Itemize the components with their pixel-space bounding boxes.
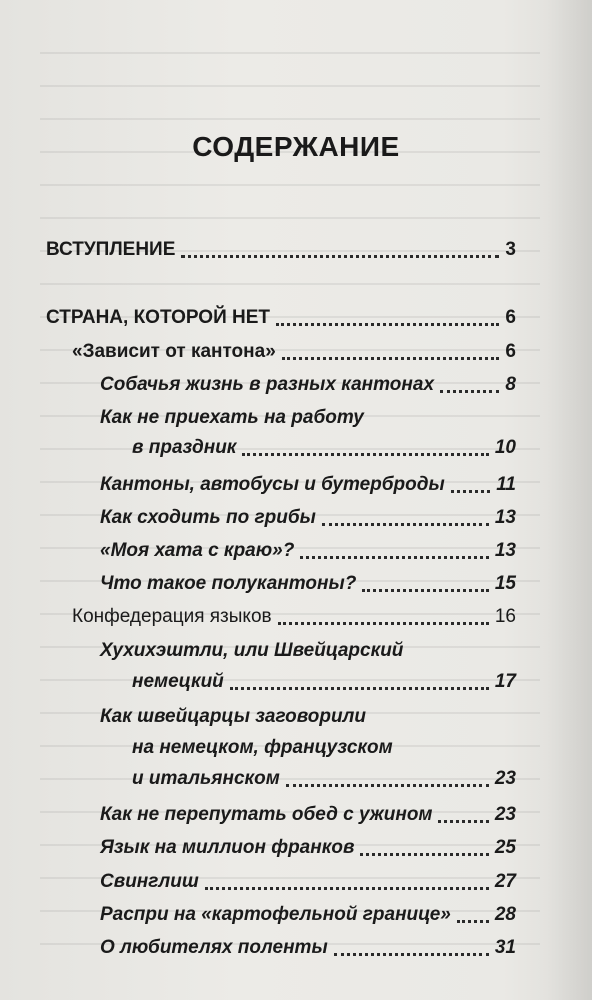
toc-entry-subsection — [132, 671, 516, 695]
toc-page-number: 15 — [494, 573, 516, 594]
toc-entry-title: Как сходить по грибы — [100, 507, 316, 528]
toc-page-number: 25 — [494, 837, 516, 858]
leader-dots — [451, 490, 491, 493]
leader-dots — [457, 920, 489, 923]
toc-entry-title: ВСТУПЛЕНИЕ — [46, 239, 176, 260]
toc-entry-title: Свинглиш — [100, 871, 199, 892]
toc-entry-title: Язык на миллион франков — [100, 837, 355, 858]
toc-page-number: 6 — [505, 341, 516, 362]
toc-page-number: 28 — [494, 904, 516, 925]
leader-dots — [276, 323, 499, 326]
leader-dots — [438, 820, 488, 823]
toc-entry-chapter — [46, 307, 516, 331]
toc-entry-title-line: на немецком, французском — [132, 737, 393, 758]
toc-entry-section — [72, 341, 516, 365]
toc-entry-title: Кантоны, автобусы и бутерброды — [100, 474, 445, 495]
leader-dots — [282, 357, 500, 360]
leader-dots — [360, 853, 488, 856]
toc-entry-title-line: Как не приехать на работу — [100, 407, 364, 428]
leader-dots — [440, 390, 499, 393]
toc-page-number: 13 — [494, 507, 516, 528]
toc-page-number: 8 — [505, 374, 516, 395]
toc-entry-subsection — [100, 937, 516, 961]
toc-page-number: 16 — [494, 606, 516, 627]
toc-page-number: 27 — [494, 871, 516, 892]
bleed-through-text — [40, 30, 540, 970]
toc-entry-title: СТРАНА, КОТОРОЙ НЕТ — [46, 307, 271, 328]
leader-dots — [334, 953, 489, 956]
toc-page-number: 3 — [505, 239, 516, 260]
toc-entry-title: Собачья жизнь в разных кантонах — [100, 374, 435, 395]
leader-dots — [286, 784, 489, 787]
toc-page-number: 17 — [494, 671, 516, 692]
toc-entry-subsection — [132, 437, 516, 461]
toc-page-number: 6 — [505, 307, 516, 328]
toc-entry-title: немецкий — [132, 671, 224, 692]
toc-entry-title: Распри на «картофельной границе» — [100, 904, 451, 925]
toc-entry-title: О любителях поленты — [100, 937, 328, 958]
toc-entry-subsection — [100, 474, 516, 498]
toc-entry-subsection — [100, 507, 516, 531]
toc-entry-subsection — [100, 871, 516, 895]
toc-entry-subsection — [100, 837, 516, 861]
toc-page-number: 11 — [496, 474, 516, 495]
toc-entry-title: в праздник — [132, 437, 237, 458]
toc-entry-section — [72, 606, 516, 630]
toc-entry-title: «Зависит от кантона» — [72, 341, 276, 362]
toc-entry-title-line: Хухихэштли, или Швейцарский — [100, 640, 404, 661]
toc-entry-subsection — [100, 374, 516, 398]
toc-entry-title: «Моя хата с краю»? — [100, 540, 295, 561]
toc-entry-subsection — [100, 804, 516, 828]
toc-entry-subsection — [132, 768, 516, 792]
leader-dots — [322, 523, 489, 526]
toc-page-number: 10 — [494, 437, 516, 458]
leader-dots — [278, 622, 489, 625]
toc-entry-title: и итальянском — [132, 768, 280, 789]
leader-dots — [242, 453, 488, 456]
toc-page-number: 23 — [494, 804, 516, 825]
leader-dots — [300, 556, 489, 559]
toc-entry-title: Конфедерация языков — [72, 606, 272, 627]
toc-entry-title: Что такое полукантоны? — [100, 573, 357, 594]
toc-entry-title-line: Как швейцарцы заговорили — [100, 706, 366, 727]
leader-dots — [181, 255, 499, 258]
leader-dots — [205, 887, 489, 890]
leader-dots — [230, 687, 489, 690]
toc-entry-subsection — [100, 904, 516, 928]
page-title: СОДЕРЖАНИЕ — [192, 131, 400, 162]
toc-entry-subsection — [100, 540, 516, 564]
toc-entry-intro — [46, 239, 516, 263]
toc-page-number: 31 — [494, 937, 516, 958]
toc-entry-title: Как не перепутать обед с ужином — [100, 804, 433, 825]
toc-page-number: 23 — [494, 768, 516, 789]
leader-dots — [362, 589, 489, 592]
toc-page-number: 13 — [494, 540, 516, 561]
toc-entry-subsection — [100, 573, 516, 597]
